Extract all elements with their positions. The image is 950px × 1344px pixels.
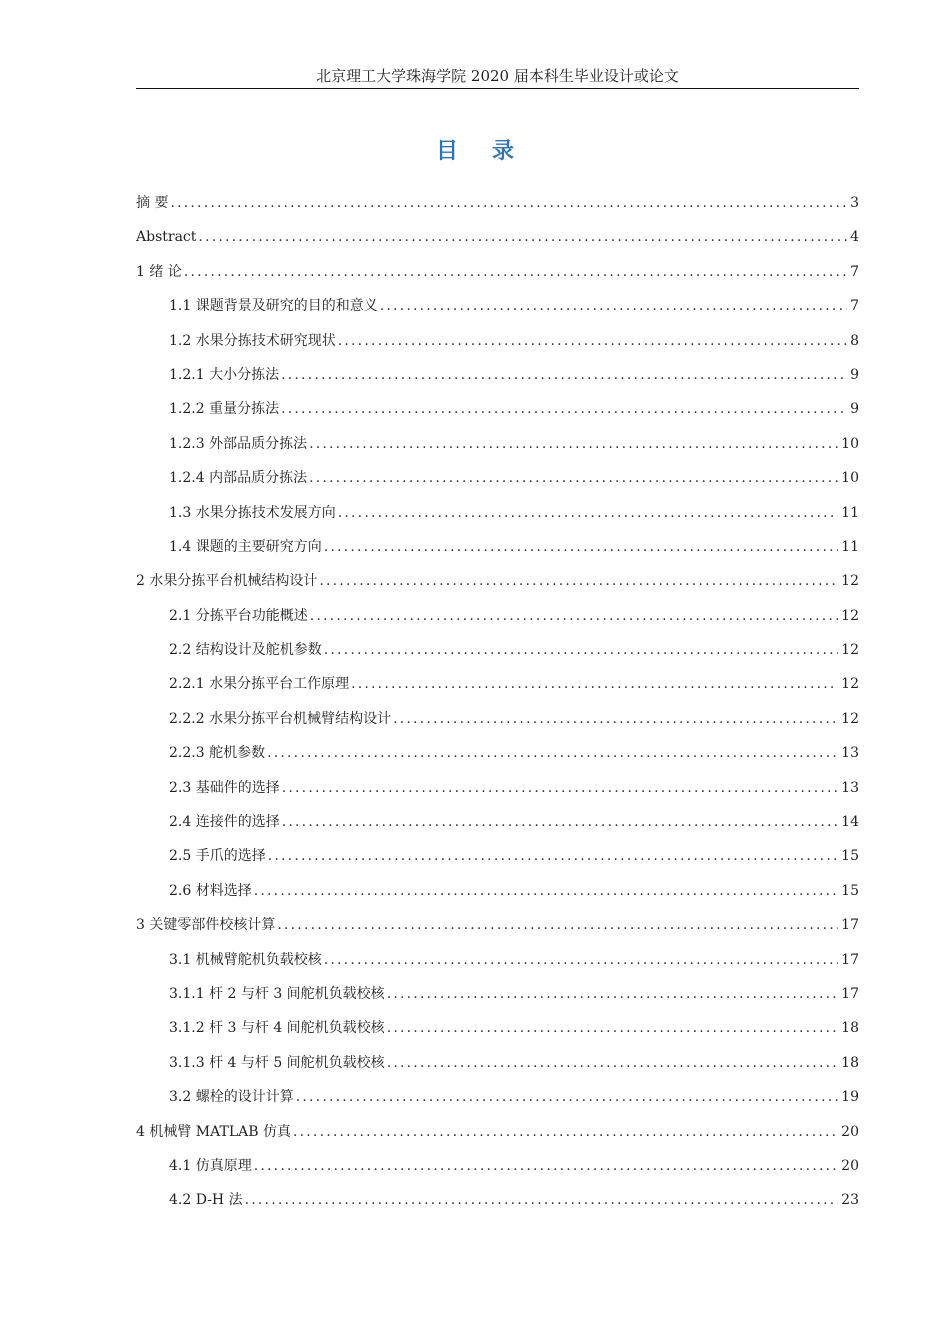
toc-dot-leader [245, 1187, 839, 1213]
toc-entry-label: 1.1 课题背景及研究的目的和意义 [169, 298, 378, 315]
toc-entry[interactable] [136, 534, 859, 568]
toc-entry[interactable] [136, 431, 859, 465]
toc-entry[interactable] [136, 1187, 859, 1221]
toc-entry[interactable] [136, 775, 859, 809]
toc-dot-leader [387, 1015, 838, 1041]
toc-entry[interactable] [136, 1015, 859, 1049]
toc-entry-page: 17 [841, 917, 859, 934]
toc-entry-label: 3.2 螺栓的设计计算 [169, 1089, 294, 1106]
toc-dot-leader [387, 981, 838, 1007]
toc-entry-page: 17 [841, 985, 859, 1002]
toc-dot-leader [282, 775, 838, 801]
header-rule [136, 88, 859, 89]
toc-entry-label: 4 机械臂 MATLAB 仿真 [136, 1123, 291, 1140]
page-header: 北京理工大学珠海学院 2020 届本科生毕业设计或论文 [316, 67, 679, 85]
toc-entry-page: 18 [841, 1054, 859, 1071]
toc-entry-page: 7 [850, 298, 859, 315]
toc-dot-leader [281, 362, 847, 388]
toc-entry-label: 摘 要 [136, 195, 169, 211]
toc-dot-leader [310, 603, 838, 629]
toc-dot-leader [296, 1084, 838, 1110]
toc-entry-label: 4.1 仿真原理 [169, 1157, 252, 1174]
toc-entry[interactable] [136, 500, 859, 534]
toc-entry[interactable] [136, 1050, 859, 1084]
toc-dot-leader [184, 259, 847, 285]
toc-entry[interactable] [136, 465, 859, 499]
toc-entry-page: 11 [841, 538, 859, 555]
toc-entry-label: 1.3 水果分拣技术发展方向 [169, 504, 336, 521]
toc-entry-label: 1.2 水果分拣技术研究现状 [169, 332, 336, 349]
toc-dot-leader [387, 1050, 838, 1076]
toc-entry-page: 11 [841, 504, 859, 521]
toc-entry[interactable] [136, 259, 859, 293]
toc-title: 目 录 [435, 139, 528, 164]
toc-entry-page: 13 [841, 745, 859, 762]
toc-entry-label: 2.6 材料选择 [169, 882, 252, 899]
toc-dot-leader [198, 224, 847, 250]
toc-dot-leader [277, 912, 838, 938]
toc-entry[interactable] [136, 981, 859, 1015]
toc-entry-page: 18 [841, 1020, 859, 1037]
toc-entry[interactable] [136, 1084, 859, 1118]
toc-entry-page: 7 [850, 263, 859, 280]
toc-entry-page: 3 [850, 195, 859, 211]
toc-entry-label: 1.4 课题的主要研究方向 [169, 538, 322, 555]
toc-dot-leader [170, 190, 847, 216]
toc-entry-label: 2.3 基础件的选择 [169, 779, 280, 796]
toc-entry[interactable] [136, 568, 859, 602]
toc-entry-page: 13 [841, 779, 859, 796]
toc-entry-label: 1.2.3 外部品质分拣法 [169, 435, 308, 452]
toc-dot-leader [254, 878, 838, 904]
toc-dot-leader [268, 843, 838, 869]
toc-entry-page: 23 [841, 1192, 859, 1209]
toc-entry-page: 12 [841, 710, 859, 727]
toc-entry-label: 3.1.2 杆 3 与杆 4 间舵机负载校核 [169, 1020, 385, 1037]
toc-entry[interactable] [136, 1153, 859, 1187]
toc-entry[interactable] [136, 740, 859, 774]
toc-entry-page: 12 [841, 642, 859, 659]
toc-entry-label: 2.1 分拣平台功能概述 [169, 607, 308, 624]
toc-entry-label: 3.1.3 杆 4 与杆 5 间舵机负载校核 [169, 1054, 385, 1071]
toc-dot-leader [393, 706, 838, 732]
toc-entry[interactable] [136, 603, 859, 637]
toc-entry-label: 1.2.2 重量分拣法 [169, 401, 280, 418]
toc-entry[interactable] [136, 671, 859, 705]
toc-dot-leader [319, 568, 838, 594]
toc-entry[interactable] [136, 947, 859, 981]
toc-entry[interactable] [136, 809, 859, 843]
toc-entry[interactable] [136, 843, 859, 877]
toc-dot-leader [324, 534, 838, 560]
toc-dot-leader [324, 637, 838, 663]
toc-entry-page: 10 [841, 470, 859, 487]
toc-entry-page: 4 [850, 229, 859, 246]
toc-entry[interactable] [136, 224, 859, 258]
toc-entry-page: 8 [850, 332, 859, 349]
toc-dot-leader [338, 328, 847, 354]
toc-entry-label: 1.2.4 内部品质分拣法 [169, 470, 308, 487]
toc-entry[interactable] [136, 912, 859, 946]
toc-entry-page: 12 [841, 607, 859, 624]
table-of-contents [136, 190, 859, 1222]
toc-dot-leader [267, 740, 838, 766]
toc-dot-leader [380, 293, 847, 319]
toc-entry[interactable] [136, 1119, 859, 1153]
toc-entry-label: 2 水果分拣平台机械结构设计 [136, 573, 318, 590]
toc-entry-page: 14 [841, 814, 859, 831]
toc-entry[interactable] [136, 328, 859, 362]
toc-entry-label: 3.1 机械臂舵机负载校核 [169, 951, 322, 968]
toc-entry[interactable] [136, 293, 859, 327]
toc-entry[interactable] [136, 190, 859, 224]
toc-entry-page: 20 [841, 1157, 859, 1174]
toc-entry-page: 9 [850, 401, 859, 418]
toc-entry-page: 20 [841, 1123, 859, 1140]
toc-dot-leader [293, 1119, 838, 1145]
toc-entry-label: Abstract [136, 229, 197, 246]
toc-entry[interactable] [136, 878, 859, 912]
toc-entry-page: 17 [841, 951, 859, 968]
toc-dot-leader [324, 947, 838, 973]
toc-entry-page: 12 [841, 676, 859, 693]
toc-entry-page: 15 [841, 882, 859, 899]
toc-entry[interactable] [136, 362, 859, 396]
toc-entry-label: 1.2.1 大小分拣法 [169, 366, 280, 383]
toc-dot-leader [282, 809, 838, 835]
toc-dot-leader [338, 500, 838, 526]
toc-entry[interactable] [136, 396, 859, 430]
toc-dot-leader [281, 396, 847, 422]
toc-entry-label: 3.1.1 杆 2 与杆 3 间舵机负载校核 [169, 985, 385, 1002]
toc-entry-label: 2.2.2 水果分拣平台机械臂结构设计 [169, 710, 392, 727]
toc-entry-label: 2.2.3 舵机参数 [169, 745, 266, 762]
toc-entry-page: 15 [841, 848, 859, 865]
toc-entry[interactable] [136, 637, 859, 671]
toc-entry-page: 19 [841, 1089, 859, 1106]
toc-entry[interactable] [136, 706, 859, 740]
toc-entry-page: 9 [850, 366, 859, 383]
toc-dot-leader [351, 671, 838, 697]
toc-entry-page: 12 [841, 573, 859, 590]
toc-entry-label: 2.2.1 水果分拣平台工作原理 [169, 676, 350, 693]
toc-entry-label: 1 绪 论 [136, 263, 182, 280]
toc-entry-page: 10 [841, 435, 859, 452]
toc-entry-label: 2.2 结构设计及舵机参数 [169, 642, 322, 659]
toc-entry-label: 3 关键零部件校核计算 [136, 917, 276, 934]
toc-entry-label: 4.2 D-H 法 [169, 1192, 243, 1209]
toc-entry-label: 2.5 手爪的选择 [169, 848, 266, 865]
toc-dot-leader [254, 1153, 838, 1179]
toc-entry-label: 2.4 连接件的选择 [169, 814, 280, 831]
toc-dot-leader [309, 431, 838, 457]
toc-dot-leader [309, 465, 838, 491]
